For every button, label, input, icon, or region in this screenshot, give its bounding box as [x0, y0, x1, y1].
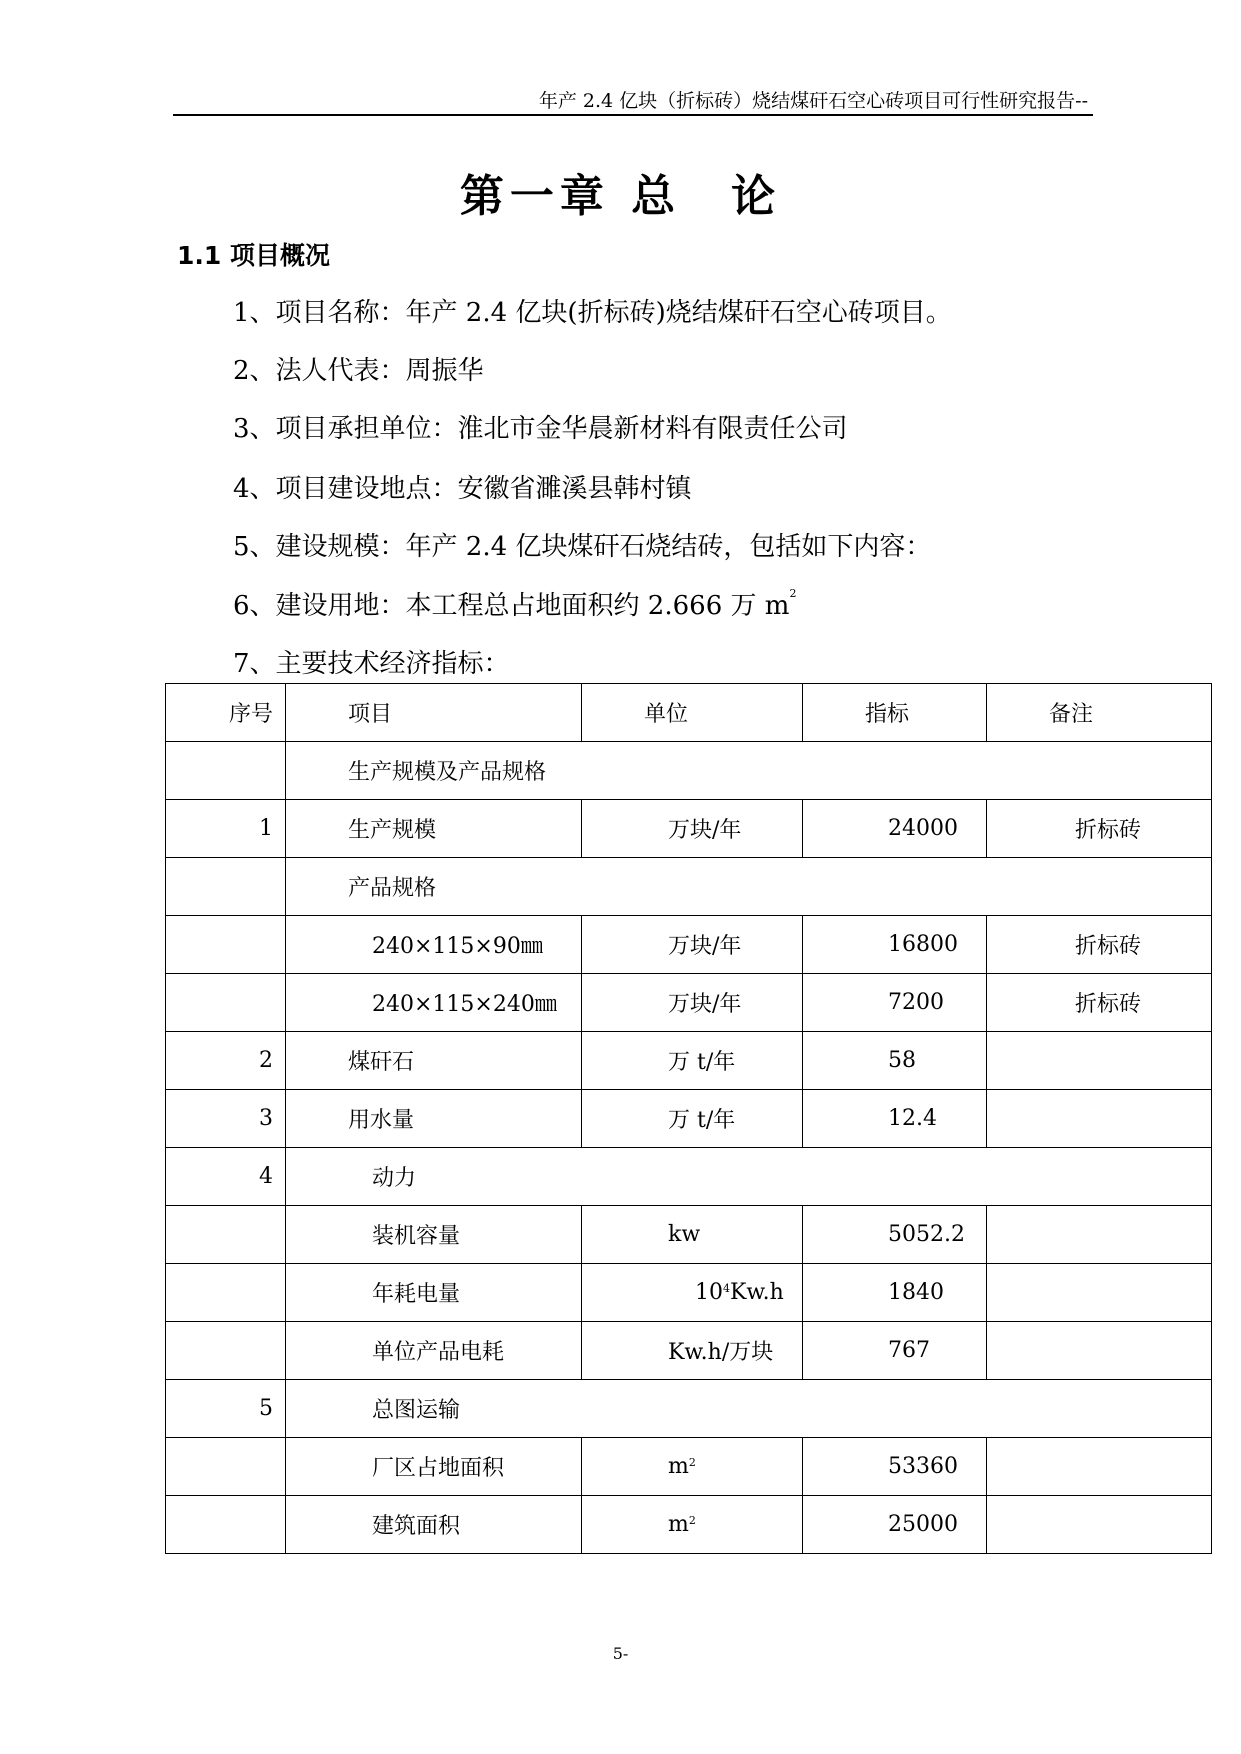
- unit-base: 10: [695, 1280, 723, 1305]
- row-unit: [582, 1496, 803, 1554]
- row-no: [166, 1322, 286, 1380]
- item-project-name: 1、项目名称：年产 2.4 亿块(折标砖)烧结煤矸石空心砖项目。: [233, 298, 952, 328]
- row-unit: 万块/年: [582, 916, 803, 974]
- row-note: [987, 1090, 1212, 1148]
- section-heading: 1.1 项目概况: [177, 241, 330, 270]
- unit-sup: 2: [688, 1456, 696, 1469]
- row-item: 建筑面积: [286, 1496, 582, 1554]
- row-item: 年耗电量: [286, 1264, 582, 1322]
- item-scale: 5、建设规模：年产 2.4 亿块煤矸石烧结砖，包括如下内容：: [233, 532, 932, 562]
- row-item: 生产规模: [286, 800, 582, 858]
- row-value: 25000: [803, 1496, 987, 1554]
- row-no: [166, 1496, 286, 1554]
- row-note: [987, 1032, 1212, 1090]
- row-no: [166, 916, 286, 974]
- header-value: 指标: [803, 684, 987, 742]
- table-header-row: [166, 684, 1212, 742]
- item-location: 4、项目建设地点：安徽省濉溪县韩村镇: [233, 474, 692, 504]
- item-legal-representative: 2、法人代表：周振华: [233, 356, 484, 386]
- row-item: 厂区占地面积: [286, 1438, 582, 1496]
- unit-base: m: [668, 1454, 689, 1479]
- row-value: 767: [803, 1322, 987, 1380]
- row-no: [166, 1264, 286, 1322]
- unit-sup: 2: [688, 1514, 696, 1527]
- row-unit: 万块/年: [582, 974, 803, 1032]
- table-row: [166, 1496, 1212, 1554]
- row-value: 58: [803, 1032, 987, 1090]
- unit-sup: 4: [723, 1282, 730, 1295]
- row-no: [166, 858, 286, 916]
- row-note: [987, 1438, 1212, 1496]
- row-unit: [582, 1264, 803, 1322]
- table-row: [166, 916, 1212, 974]
- row-note: [987, 1496, 1212, 1554]
- row-value: 5052.2: [803, 1206, 987, 1264]
- header-no: 序号: [166, 684, 286, 742]
- row-no: [166, 974, 286, 1032]
- table-row: [166, 1380, 1212, 1438]
- header-unit: 单位: [582, 684, 803, 742]
- table-row: [166, 800, 1212, 858]
- row-value: 53360: [803, 1438, 987, 1496]
- item-land-use: [233, 585, 796, 622]
- row-value: 7200: [803, 974, 987, 1032]
- row-item: 产品规格: [286, 858, 1212, 916]
- row-item: 总图运输: [286, 1380, 1212, 1438]
- table-row: [166, 1148, 1212, 1206]
- indicators-table: [165, 683, 1212, 1554]
- row-value: 16800: [803, 916, 987, 974]
- row-note: [987, 1264, 1212, 1322]
- row-no: 1: [166, 800, 286, 858]
- running-header: 年产 2.4 亿块（折标砖）烧结煤矸石空心砖项目可行性研究报告--: [538, 90, 1088, 112]
- row-item: 240×115×240㎜: [286, 974, 582, 1032]
- row-item: 240×115×90㎜: [286, 916, 582, 974]
- row-no: 5: [166, 1380, 286, 1438]
- row-item: 煤矸石: [286, 1032, 582, 1090]
- row-value: 12.4: [803, 1090, 987, 1148]
- row-no: 2: [166, 1032, 286, 1090]
- row-no: 4: [166, 1148, 286, 1206]
- header-note: 备注: [987, 684, 1212, 742]
- item-undertaking-unit: 3、项目承担单位：淮北市金华晨新材料有限责任公司: [233, 414, 848, 444]
- row-item: 单位产品电耗: [286, 1322, 582, 1380]
- row-item: 动力: [286, 1148, 1212, 1206]
- row-unit: 万 t/年: [582, 1032, 803, 1090]
- chapter-title: 第一章 总 论: [459, 171, 782, 222]
- header-item: 项目: [286, 684, 582, 742]
- page-number: 5-: [612, 1644, 629, 1663]
- item-land-use-text: 6、建设用地：本工程总占地面积约 2.666 万 m: [233, 591, 790, 621]
- header-rule: [173, 114, 1093, 116]
- row-unit: [582, 1438, 803, 1496]
- row-unit: 万 t/年: [582, 1090, 803, 1148]
- item-indicators-intro: 7、主要技术经济指标：: [233, 649, 510, 679]
- row-value: 24000: [803, 800, 987, 858]
- row-no: [166, 742, 286, 800]
- row-value: 1840: [803, 1264, 987, 1322]
- row-unit: kw: [582, 1206, 803, 1264]
- row-note: [987, 1206, 1212, 1264]
- table-row: [166, 1206, 1212, 1264]
- row-unit: Kw.h/万块: [582, 1322, 803, 1380]
- row-no: [166, 1438, 286, 1496]
- row-no: 3: [166, 1090, 286, 1148]
- area-unit-sup: 2: [789, 587, 797, 600]
- table-row: [166, 1264, 1212, 1322]
- table-row: [166, 1032, 1212, 1090]
- table-row: [166, 1438, 1212, 1496]
- row-note: 折标砖: [987, 974, 1212, 1032]
- row-item: 用水量: [286, 1090, 582, 1148]
- row-item: 装机容量: [286, 1206, 582, 1264]
- row-unit: 万块/年: [582, 800, 803, 858]
- table-row: [166, 974, 1212, 1032]
- unit-rest: Kw.h: [730, 1280, 784, 1305]
- unit-base: m: [668, 1512, 689, 1537]
- table-row: [166, 1090, 1212, 1148]
- table-row: [166, 858, 1212, 916]
- row-note: [987, 1322, 1212, 1380]
- row-note: 折标砖: [987, 916, 1212, 974]
- row-no: [166, 1206, 286, 1264]
- table-row: [166, 742, 1212, 800]
- table-row: [166, 1322, 1212, 1380]
- row-note: 折标砖: [987, 800, 1212, 858]
- row-item: 生产规模及产品规格: [286, 742, 1212, 800]
